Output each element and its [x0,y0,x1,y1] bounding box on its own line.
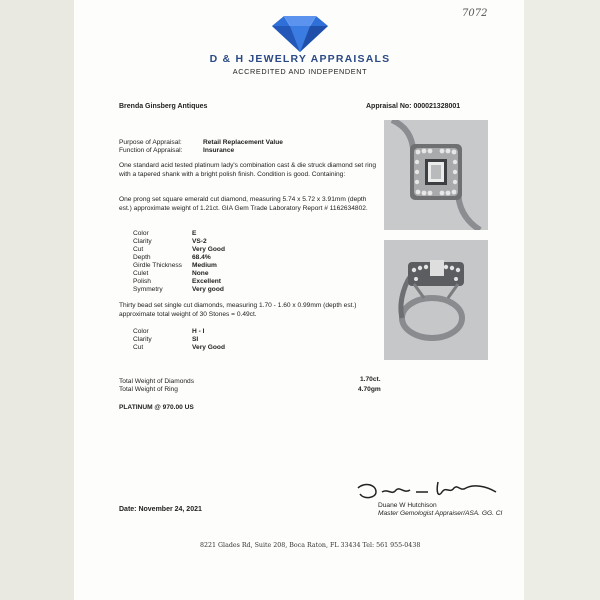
grade-label: Symmetry [133,286,163,293]
grade-value: Medium [192,262,217,269]
ring-photo-top [384,120,488,230]
ring-photo-side [384,240,488,360]
total-diamonds-label: Total Weight of Diamonds [119,378,195,385]
appraiser-signature [354,478,500,504]
total-diamonds-value: 1.70ct. [360,376,381,383]
grade-value: VS-2 [192,238,207,245]
appraiser-title: Master Gemologist Appraiser/ASA. GG. CI [378,510,503,517]
grade-value: None [192,270,209,277]
grade-value: Very Good [192,246,225,253]
diamond-logo-icon [272,16,328,52]
grade-value: H - I [192,328,205,335]
price-line: PLATINUM @ 970.00 US [119,404,194,411]
purpose-value: Retail Replacement Value [203,139,283,146]
grade-label: Polish [133,278,151,285]
total-ring-label: Total Weight of Ring [119,386,178,393]
grade-value: Excellent [192,278,221,285]
company-name: D & H JEWELRY APPRAISALS [209,53,391,65]
purpose-label: Purpose of Appraisal: [119,139,182,146]
grade-label: Clarity [133,336,152,343]
grade-label: Clarity [133,238,152,245]
grade-value: Very Good [192,344,225,351]
grade-label: Depth [133,254,151,261]
function-value: Insurance [203,147,235,154]
background-right [524,0,600,600]
appraisal-number: Appraisal No: 000021328001 [366,103,461,110]
background-left [0,0,74,600]
ring-side-view-image [384,240,488,360]
ring-top-view-image [384,120,488,230]
grade-label: Color [133,328,149,335]
item-description: One standard acid tested platinum lady's combination cast & die struck diamond set ring with a tapered shank with a bright polish finish. Condition is good. Containing: [119,162,377,178]
client-name: Brenda Ginsberg Antiques [119,103,208,110]
footer-address: 8221 Glades Rd, Suite 208, Boca Raton, FL 33434 Tel: 561 955-0438 [200,542,421,549]
grade-label: Cut [133,246,144,253]
grade-value: SI [192,336,199,343]
appraisal-date: Date: November 24, 2021 [119,506,202,513]
handwritten-note: 7072 [462,8,488,19]
grade-value: 68.4% [192,254,211,261]
grade-label: Culet [133,270,149,277]
grade-label: Cut [133,344,144,351]
center-stone-description: One prong set square emerald cut diamond, measuring 5.74 x 5.72 x 3.91mm (depth est.) approximate weight of 1.21ct. GIA Gem Trade Laboratory Report # 1162634802. [119,196,368,212]
appraiser-name: Duane W Hutchison [378,502,437,509]
grade-label: Girdle Thickness [133,262,182,269]
grade-value: Very good [192,286,224,293]
grade-value: E [192,230,197,237]
grade-label: Color [133,230,149,237]
total-ring-value: 4.70gm [358,386,381,393]
side-stones-description: Thirty bead set single cut diamonds, measuring 1.70 - 1.60 x 0.99mm (depth est.) approximate total weight of 30 Stones = 0.49ct. [119,302,357,318]
company-tagline: ACCREDITED AND INDEPENDENT [232,67,368,76]
function-label: Function of Appraisal: [119,147,183,154]
